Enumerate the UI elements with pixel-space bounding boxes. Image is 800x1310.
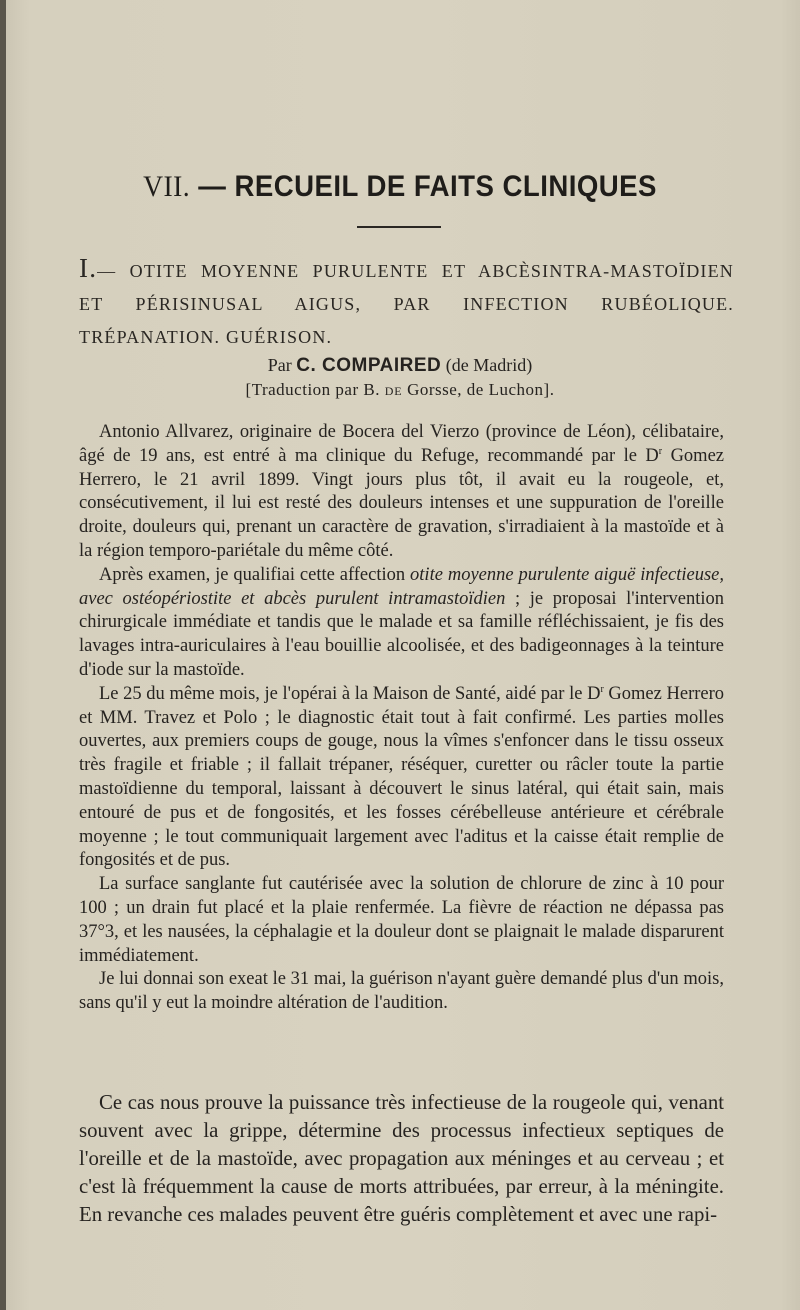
byline [0,355,800,377]
translation-prefix: [Traduction par B. [245,380,380,399]
commentary [79,1089,724,1229]
author-origin: (de Madrid) [445,355,533,375]
chapter-heading [32,170,768,204]
translation-credit [0,380,800,400]
article-title-line-1: I.— OTITE MOYENNE PURULENTE ET ABCÈSINTRA-MASTOÏDIEN [79,253,734,283]
chapter-number: VII. [143,170,191,203]
paragraph-1: Antonio Allvarez, originaire de Bocera del Vierzo (province de Léon), célibataire, âgé de 19 ans, est entré à ma clinique du Refuge, recommandé par le $D^r$ Gomez Herrero, le 21 avril 1899. Vingt jours plus tôt, il avait eu la rougeole, et, consécutivement, il lui est resté des douleurs intenses et une suppuration de l'oreille droite, douleurs qui, prenant un caractère de gravation, s'irradiaient à la mastoïde et à la région temporo-pariétale du même côté. [79,422,724,561]
diagnosis-italic: otite moyenne purulente aiguë infectieuse, avec ostéopériostite et abcès purulent intramastoïdien [79,564,725,609]
chapter-dash: — [198,170,227,203]
article-title-word-guerison: GUÉRISON. [225,327,333,347]
article-title-word-trepanation: TRÉPANATION. [79,327,221,347]
paragraph-3: Le 25 du même mois, je l'opérai à la Maison de Santé, aidé par le $D^r$ Gomez Herrero et MM. Travez et Polo ; le diagnostic était tout à fait confirmé. Les parties molles ouvertes, aux premiers coups de gouge, nous la vîmes s'enfoncer dans le tissu osseux très fragile et friable ; il fallait trépaner, réséquer, curetter ou râcler toute la partie mastoïdienne du temporal, laissant à découvert le sinus latéral, qui était sain, mais entouré de pus et de fongosités, et les fosses cérébelleuse antérieure et cérébrale moyenne ; le tout communiquait largement avec l'aditus et la caisse était remplie de fongosités et de pus. [79,683,725,871]
page-binding-edge [0,0,6,1310]
article-title-line-3 [79,321,734,354]
paragraph-2: Après examen, je qualifiai cette affection otite moyenne purulente aiguë infectieuse, avec ostéopériostite et abcès purulent intramastoïdien ; je proposai l'intervention chirurgicale immédiate et tandis que le malade et sa famille réfléchissaient, je fis des lavages intra-auriculaires à l'eau bouillie alcoolisée, et des badigeonnages à la teinture d'iode sur la mastoïde. [79,564,725,680]
translator-name: Gorsse, de Luchon]. [407,380,555,399]
article-body [79,421,724,1016]
author-name: C. COMPAIRED [296,355,442,376]
paragraph-6: Ce cas nous prouve la puissance très infectieuse de la rougeole qui, venant souvent avec la grippe, détermine des processus infectieux septiques de l'oreille et de la mastoïde, avec propagation aux méninges et au cerveau ; et c'est là fréquemment la cause de morts attribuées, par erreur, à la méningite. En revanche ces malades peuvent être guéris complètement et avec une rapi- [79,1091,724,1226]
paragraph-5: Je lui donnai son exeat le 31 mai, la guérison n'ayant guère demandé plus d'un mois, sans qu'il y eut la moindre altération de l'audition. [79,969,724,1014]
article-title [79,252,734,354]
paragraph-4: La surface sanglante fut cautérisée avec la solution de chlorure de zinc à 10 pour 100 ; un drain fut placé et la plaie renfermée. La fièvre de réaction ne dépassa pas 37°3, et les nausées, la céphalagie et la douleur dont se plaignait le malade disparurent immédiatement. [79,874,724,966]
translation-particle: DE [384,384,403,398]
byline-prefix: Par [267,355,292,375]
article-title-line-2: ET PÉRISINUSAL AIGUS, PAR INFECTION RUBÉOLIQUE. [79,294,734,314]
heading-divider [357,226,441,228]
chapter-title: RECUEIL DE FAITS CLINIQUES [234,170,657,203]
